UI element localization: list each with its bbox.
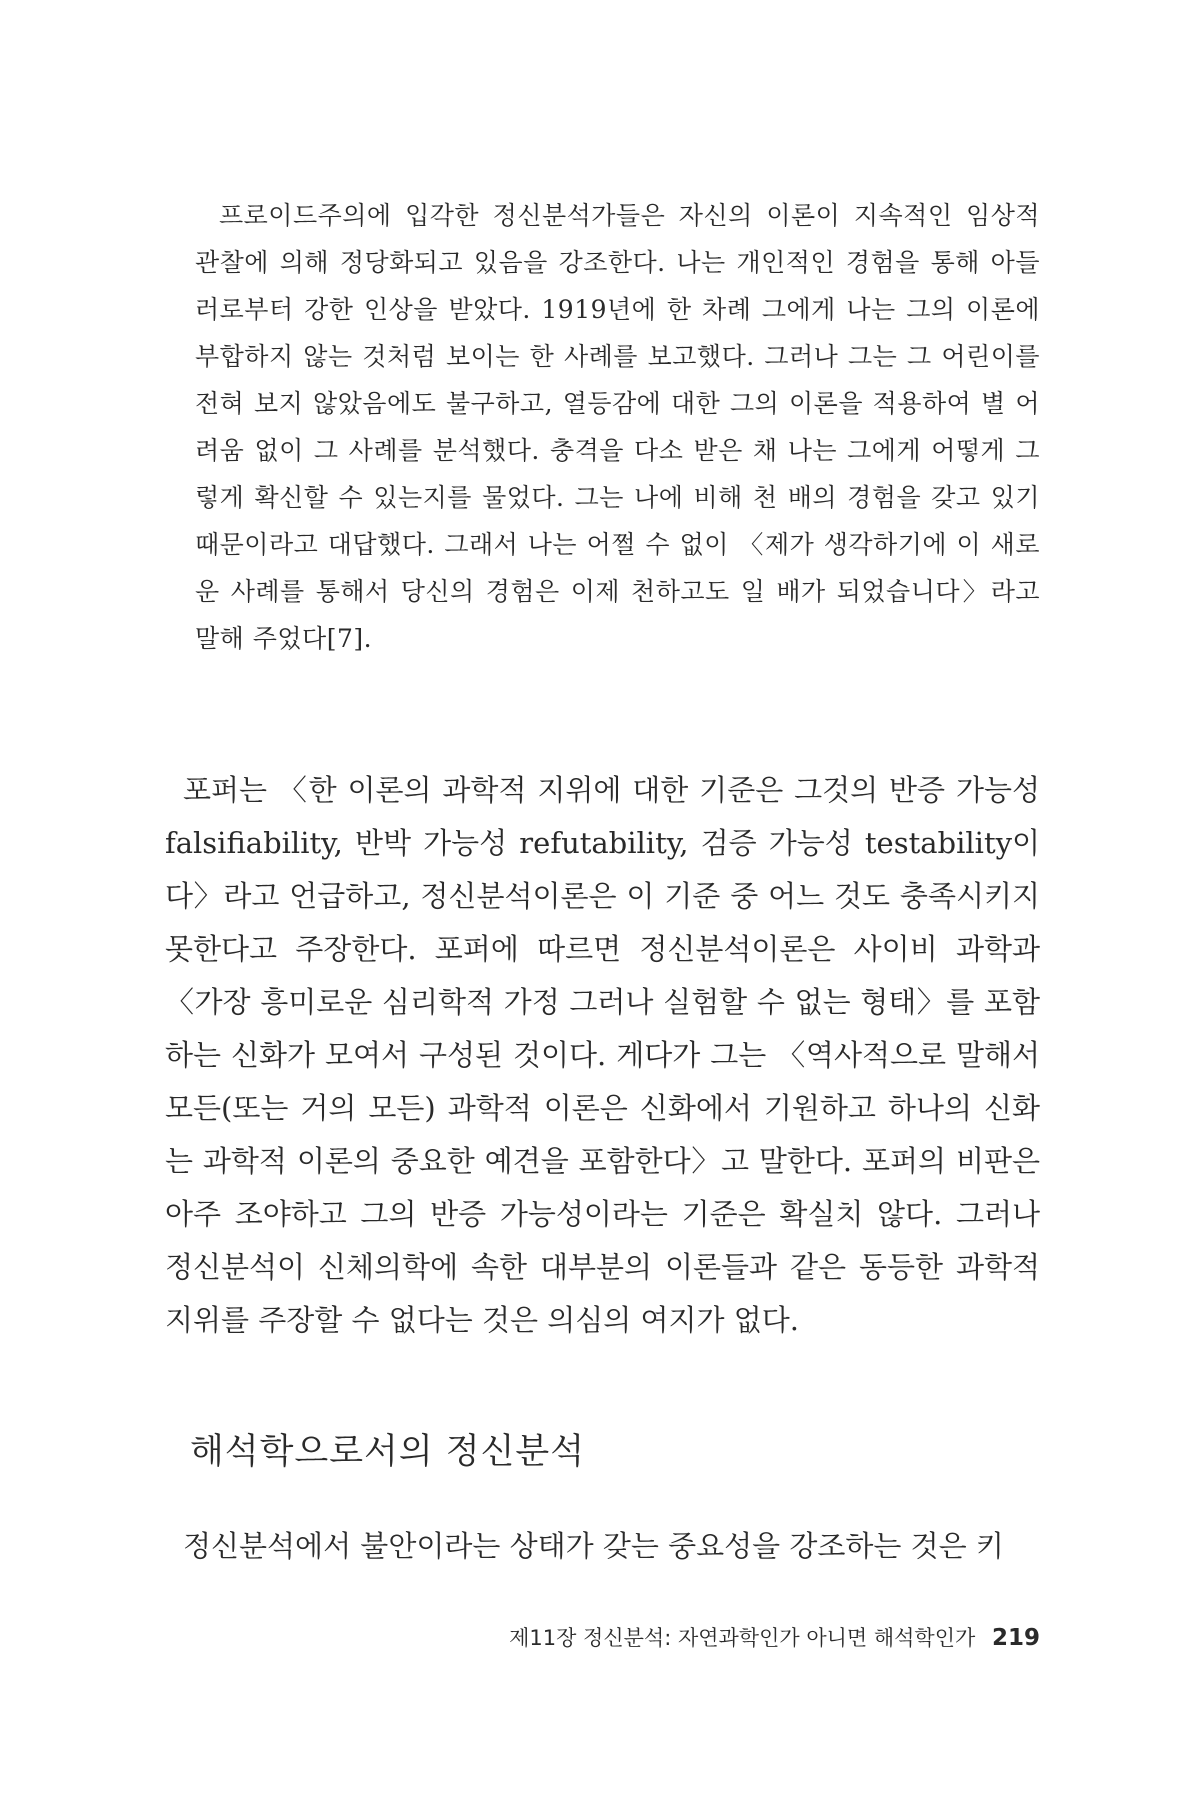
page-footer [509, 1622, 1040, 1652]
body-paragraph: 포퍼는 〈한 이론의 과학적 지위에 대한 기준은 그것의 반증 가능성 falsifiability, 반박 가능성 refutability, 검증 가능성 testability이다〉라고 언급하고, 정신분석이론은 이 기준 중 어느 것도 충족시키지 못한다고 주장한다. 포퍼에 따르면 정신분석이론은 사이비 과학과 〈가장 흥미로운 심리학적 가정 그러나 실험할 수 없는 형태〉를 포함하는 신화가 모여서 구성된 것이다. 게다가 그는 〈역사적으로 말해서 모든(또는 거의 모든) 과학적 이론은 신화에서 기원하고 하나의 신화는 과학적 이론의 중요한 예견을 포함한다〉고 말한다. 포퍼의 비판은 아주 조야하고 그의 반증 가능성이라는 기준은 확실치 않다. 그러나 정신분석이 신체의학에 속한 대부분의 이론들과 같은 동등한 과학적 지위를 주장할 수 없다는 것은 의심의 여지가 없다. [165, 773, 1040, 1337]
running-head: 제11장 정신분석: 자연과학인가 아니면 해석학인가 [509, 1626, 976, 1650]
block-quote-paragraph: 프로이드주의에 입각한 정신분석가들은 자신의 이론이 지속적인 임상적 관찰에 의해 정당화되고 있음을 강조한다. 나는 개인적인 경험을 통해 아들러로부터 강한 인상을 받았다. 1919년에 한 차례 그에게 나는 그의 이론에 부합하지 않는 것처럼 보이는 한 사례를 보고했다. 그러나 그는 그 어린이를 전혀 보지 않았음에도 불구하고, 열등감에 대한 그의 이론을 적용하여 별 어려움 없이 그 사례를 분석했다. 충격을 다소 받은 채 나는 그에게 어떻게 그렇게 확신할 수 있는지를 물었다. 그는 나에 비해 천 배의 경험을 갖고 있기 때문이라고 대답했다. 그래서 나는 어쩔 수 없이 〈제가 생각하기에 이 새로운 사례를 통해서 당신의 경험은 이제 천하고도 일 배가 되었습니다〉라고 말해 주었다[7]. [195, 201, 1040, 653]
page-number: 219 [991, 1625, 1040, 1651]
section-heading: 해석학으로서의 정신분석 [190, 1432, 586, 1472]
section-first-paragraph: 정신분석에서 불안이라는 상태가 갖는 중요성을 강조하는 것은 키 [183, 1529, 1004, 1563]
